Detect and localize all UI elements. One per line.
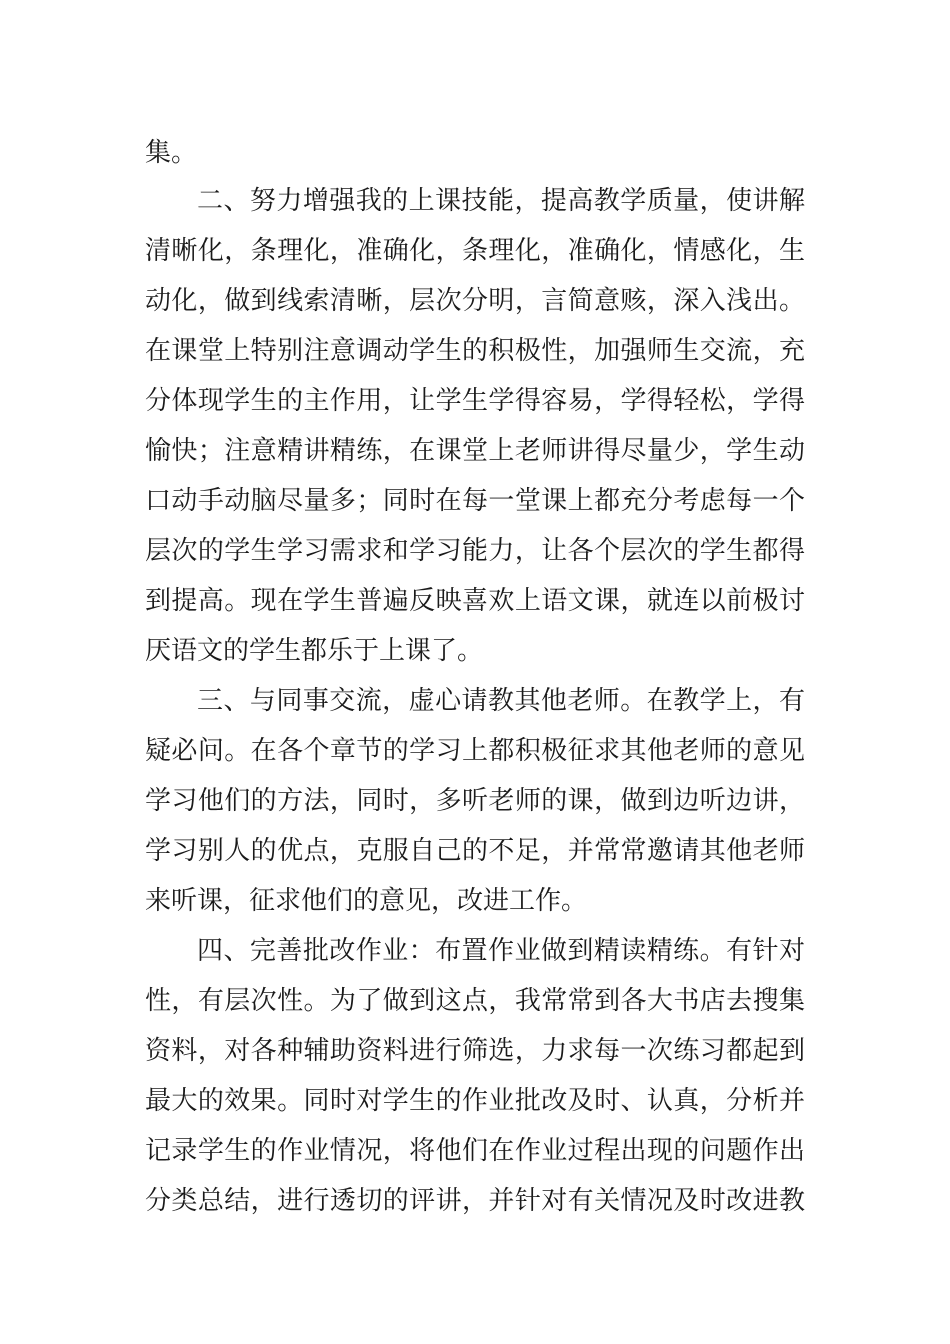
text-line: 清晰化，条理化，准确化，条理化，准确化，情感化，生 [145, 236, 805, 266]
text-line: 集。 [145, 138, 198, 168]
text-line: 最大的效果。同时对学生的作业批改及时、认真，分析并 [145, 1086, 805, 1116]
paragraph-2-start: 二、努力增强我的上课技能，提高教学质量，使讲解 [197, 186, 805, 216]
text-line: 疑必问。在各个章节的学习上都积极征求其他老师的意见 [145, 736, 805, 766]
text-line: 资料，对各种辅助资料进行筛选，力求每一次练习都起到 [145, 1036, 805, 1066]
text-line: 学习别人的优点，克服自己的不足，并常常邀请其他老师 [145, 836, 805, 866]
text-line: 分体现学生的主作用，让学生学得容易，学得轻松，学得 [145, 386, 805, 416]
text-line: 性，有层次性。为了做到这点，我常常到各大书店去搜集 [145, 986, 805, 1016]
text-line: 到提高。现在学生普遍反映喜欢上语文课，就连以前极讨 [145, 586, 805, 616]
text-line: 来听课，征求他们的意见，改进工作。 [145, 886, 588, 916]
text-line: 层次的学生学习需求和学习能力，让各个层次的学生都得 [145, 536, 805, 566]
text-line: 动化，做到线索清晰，层次分明，言简意赅，深入浅出。 [145, 286, 805, 316]
text-line: 口动手动脑尽量多；同时在每一堂课上都充分考虑每一个 [145, 486, 805, 516]
text-line: 分类总结，进行透切的评讲，并针对有关情况及时改进教 [145, 1186, 805, 1216]
text-line: 记录学生的作业情况，将他们在作业过程出现的问题作出 [145, 1136, 805, 1166]
text-line: 学习他们的方法，同时，多听老师的课，做到边听边讲， [145, 786, 805, 816]
text-line: 在课堂上特别注意调动学生的积极性，加强师生交流，充 [145, 336, 805, 366]
text-line: 厌语文的学生都乐于上课了。 [145, 636, 484, 666]
text-line: 愉快；注意精讲精练，在课堂上老师讲得尽量少，学生动 [145, 436, 805, 466]
paragraph-4-start: 四、完善批改作业：布置作业做到精读精练。有针对 [197, 936, 805, 966]
paragraph-3-start: 三、与同事交流，虚心请教其他老师。在教学上，有 [197, 686, 805, 716]
